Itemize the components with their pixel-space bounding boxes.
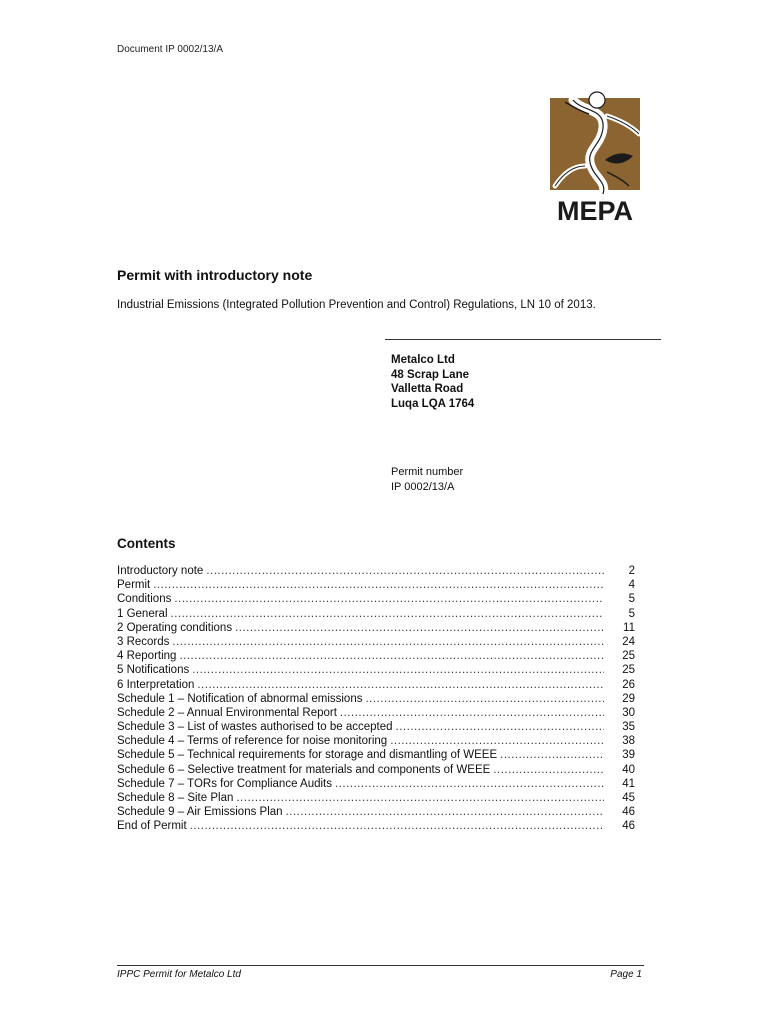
toc-entry[interactable] (117, 663, 635, 677)
toc-leader-dots (172, 635, 604, 649)
toc-entry[interactable] (117, 635, 635, 649)
toc-leader-dots (179, 649, 604, 663)
toc-entry-page: 29 (622, 692, 635, 705)
toc-leader-dots (236, 791, 604, 805)
toc-leader-dots (153, 578, 604, 592)
address-line: 48 Scrap Lane (391, 368, 469, 381)
toc-leader-dots (171, 607, 604, 621)
toc-entry[interactable] (117, 692, 635, 706)
toc-entry-page: 2 (628, 565, 635, 577)
toc-entry-label: 1 General (117, 607, 168, 620)
toc-leader-dots (340, 706, 604, 720)
toc-leader-dots (235, 621, 604, 635)
toc-entry-page: 26 (622, 678, 635, 691)
address-line: Luqa LQA 1764 (391, 397, 475, 410)
toc-leader-dots (286, 805, 604, 819)
table-of-contents (117, 564, 635, 834)
document-reference: Document IP 0002/13/A (117, 44, 223, 55)
page-number: Page 1 (610, 969, 642, 980)
toc-leader-dots (197, 678, 604, 692)
toc-entry[interactable] (117, 763, 635, 777)
toc-entry-page: 46 (622, 806, 635, 819)
toc-entry-label: Schedule 8 – Site Plan (117, 792, 234, 804)
contents-heading: Contents (117, 536, 176, 551)
operator-address (391, 353, 474, 411)
toc-entry-page: 30 (622, 706, 635, 719)
divider (385, 339, 661, 340)
regulation-text: Industrial Emissions (Integrated Pollution Prevention and Control) Regulations, LN 10 of 2013. (117, 299, 596, 311)
toc-entry-label: 6 Interpretation (117, 678, 195, 691)
toc-entry-label: Schedule 1 – Notification of abnormal emissions (117, 692, 363, 705)
toc-entry[interactable] (117, 592, 635, 606)
toc-entry[interactable] (117, 819, 635, 833)
permit-number-value: IP 0002/13/A (391, 481, 455, 493)
toc-entry-label: Schedule 4 – Terms of reference for noise monitoring (117, 735, 388, 748)
footer-divider (117, 965, 644, 966)
toc-entry-label: Schedule 7 – TORs for Compliance Audits (117, 777, 332, 790)
toc-entry-page: 35 (622, 721, 635, 734)
toc-entry-page: 11 (623, 621, 635, 634)
toc-leader-dots (192, 663, 604, 677)
toc-entry-page: 5 (628, 593, 635, 606)
toc-entry-page: 40 (622, 763, 635, 776)
toc-entry-page: 46 (622, 820, 635, 833)
toc-entry[interactable] (117, 720, 635, 734)
toc-entry-page: 38 (622, 735, 635, 748)
mepa-logo (545, 90, 645, 225)
toc-entry[interactable] (117, 777, 635, 791)
toc-entry[interactable] (117, 578, 635, 592)
logo-wordmark: MEPA (556, 196, 634, 225)
toc-entry-label: Schedule 2 – Annual Environmental Report (117, 706, 337, 719)
toc-entry[interactable] (117, 706, 635, 720)
toc-entry-page: 24 (622, 635, 635, 648)
toc-entry[interactable] (117, 607, 635, 621)
toc-entry-page: 25 (622, 650, 635, 663)
toc-leader-dots (206, 564, 604, 578)
toc-entry[interactable] (117, 564, 635, 578)
toc-entry-label: 4 Reporting (117, 650, 177, 663)
toc-entry-label: 2 Operating conditions (117, 621, 233, 634)
page-title: Permit with introductory note (117, 267, 313, 283)
toc-entry-label: Permit (117, 579, 151, 592)
toc-leader-dots (335, 777, 604, 791)
toc-entry-label: Schedule 9 – Air Emissions Plan (117, 806, 283, 819)
toc-entry-label: Schedule 6 – Selective treatment for materials and components of WEEE (117, 763, 491, 776)
toc-leader-dots (493, 763, 604, 777)
footer-title: IPPC Permit for Metalco Ltd (117, 969, 241, 980)
toc-entry[interactable] (117, 805, 635, 819)
address-line: Valletta Road (391, 383, 464, 395)
toc-entry-page: 39 (622, 749, 635, 762)
toc-entry-label: Conditions (117, 593, 172, 606)
toc-leader-dots (396, 720, 604, 734)
toc-entry-page: 25 (622, 664, 635, 677)
toc-leader-dots (365, 692, 604, 706)
toc-entry-label: Schedule 3 – List of wastes authorised to be accepted (117, 721, 393, 734)
toc-entry-page: 41 (622, 777, 635, 790)
toc-entry-page: 5 (628, 607, 635, 620)
toc-entry[interactable] (117, 621, 635, 635)
toc-leader-dots (174, 592, 604, 606)
toc-entry[interactable] (117, 734, 635, 748)
address-line: Metalco Ltd (391, 354, 455, 366)
permit-number-block (391, 465, 463, 495)
toc-leader-dots (390, 734, 604, 748)
toc-entry-label: 3 Records (117, 635, 170, 648)
toc-leader-dots (500, 748, 604, 762)
toc-entry-label: 5 Notifications (117, 664, 190, 677)
toc-entry-label: End of Permit (117, 820, 187, 833)
permit-number-label: Permit number (391, 466, 464, 478)
toc-entry-page: 45 (622, 792, 635, 804)
toc-entry[interactable] (117, 649, 635, 663)
toc-entry[interactable] (117, 791, 635, 805)
toc-entry[interactable] (117, 748, 635, 762)
toc-leader-dots (190, 819, 604, 833)
toc-entry-label: Introductory note (117, 565, 204, 577)
toc-entry-label: Schedule 5 – Technical requirements for storage and dismantling of WEEE (117, 749, 498, 762)
toc-entry[interactable] (117, 678, 635, 692)
toc-entry-page: 4 (628, 579, 635, 592)
